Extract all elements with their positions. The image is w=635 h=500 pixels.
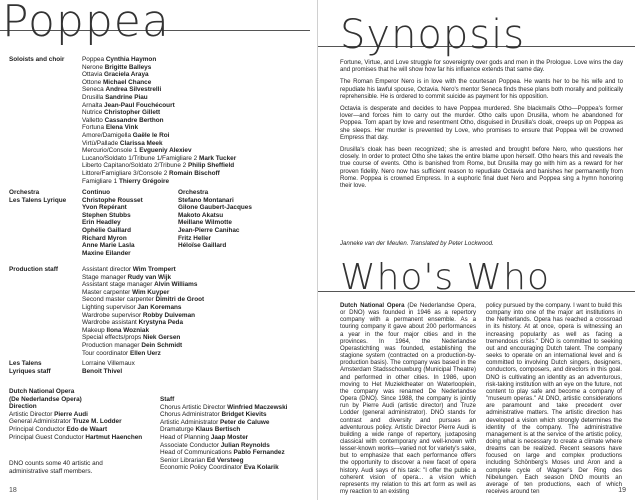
production-row-name: Wim Trompert (132, 266, 176, 273)
soloist-row-role: Nutrice (82, 109, 105, 117)
dno-staff-row-role: Chorus Artistic Director (160, 403, 228, 411)
dno-direction-row-role: General Administrator (9, 418, 73, 426)
dno-column-1-heading: Dutch National Opera (340, 302, 405, 309)
dno-staff-row-name: Eva Kolarik (243, 464, 279, 472)
orchestra-member: Héloïse Gaillard (178, 242, 227, 250)
dno-direction-row (9, 426, 142, 434)
continuo-member: Yvon Repérant (82, 204, 127, 212)
dno-column-1 (340, 302, 476, 495)
dno-column-2: policy pursued by the company. I want to build this company into one of the major art institutions in the Netherlands. Opera has reached a crossroad in its history. At at once, opera is witnessing an increasing popularity as well as facing a tremendous crisis." DNO is committed to seeking out and encouraging Dutch talent. The company seeks to operate on an international level and is committed to involving Dutch singers, designers, conductors, composers, and directors in this goal. DNO is cultivating an identity as an adventurous, risk-taking institution with an eye on the future, not content to play safe and become a company of "museum operas." At DNO, artistic considerations are paramount and take precedent over administrative matters. The artistic direction has developed a vision which strongly determines the identity of the company. The administrative management is at the service of the artistic policy, doing what is necessary to create a climate where dreams can be realized. Recent seasons have focused on large and complex productions including Schönberg's Moses und Aron and a complete cycle of Wagner's Der Ring des Nibelungen. Each season DNO mounts an average of ten productions, each of which receives around ten (486, 302, 622, 496)
soloist-row-role: Liberto Capitano/Soldato 2/Tribune 2 (82, 162, 188, 170)
soloist-row-role: Valletto (82, 116, 105, 124)
orchestra-member: Gilone Gaubert-Jacques (178, 204, 252, 212)
left-page (0, 0, 317, 500)
soloist-row-name: Cassandre Berthon (104, 116, 164, 124)
dno-direction-row (9, 434, 142, 442)
soloist-row-name: Philip Sheffield (188, 162, 235, 170)
orchestra-member: Makoto Akatsu (178, 211, 224, 219)
soloist-row (82, 170, 236, 178)
continuo-member: Richard Myron (82, 234, 127, 242)
dno-heading-1: Dutch National Opera (9, 388, 75, 395)
soloist-row-name: Cynthia Haymon (105, 56, 157, 63)
dno-staff-row (160, 404, 287, 412)
soloist-row (82, 140, 236, 148)
dno-direction-label: Direction (9, 403, 37, 411)
production-row (82, 327, 204, 335)
soloist-row-name: Clarissa Meek (119, 139, 163, 147)
production-row-name: Niek Gersen (142, 334, 181, 342)
dno-staff-row-name: Pablo Fernandez (233, 449, 285, 457)
soloist-row (82, 162, 236, 170)
continuo-member: Christophe Rousset (82, 196, 143, 204)
soloist-row-role: Littore/Famigliare 3/Console 2 (82, 169, 170, 177)
soloist-row (82, 56, 236, 64)
soloist-row (82, 109, 236, 117)
dno-staff-row-role: Chorus Administrator (160, 411, 222, 419)
dno-column-1-text: (De Nederlandse Opera, or DNO) was founded in 1946 as a repertory company with a permanent ensemble. As a touring company it gave about 200 performances a year in the four major cities and in the provinces. In 1964, the Nederlandse Operastichting was founded, establishing the stagione system (contracted on a production-by-production basis). The company was based in the Amsterdam Stadsschouwburg (Municipal Theatre) and performed in other cities. In 1986, upon moving to Het Muziektheater on Waterlooplein, the company was renamed De Nederlandse Opera (DNO). Since 1988, the company is jointly run by Pierre Audi (artistic director) and Truze Lodder (general administrator). DNO stands for contrast and diversity and pursues an adventurous policy. Artistic Director Pierre Audi is building a wide range of repertory, juxtaposing classical with contemporary and well-known with lesser-known works—varied not for variety's sake, but to emphasize that each performance offers the opportunity to discover a new facet of opera history. Audi says of his task: "I offer the public a coherent vision of opera... a vision which represents my relation to this art form as well as my reaction to an existing (340, 302, 476, 496)
soloist-row-role: Seneca (82, 86, 106, 94)
production-row-role: Assistant stage manager (82, 281, 155, 289)
production-row (82, 334, 204, 342)
soloist-row-role: Arnalta (82, 101, 105, 109)
production-row-name: Robby Duiveman (142, 311, 196, 319)
soloist-row (82, 117, 236, 125)
production-row-name: Rudy van Wijk (127, 273, 172, 281)
page-title: Poppea (2, 0, 170, 47)
orchestra-col-label: Orchestra (178, 189, 209, 196)
production-row (82, 274, 204, 282)
lyriques-name: Benoit Thivel (82, 368, 123, 375)
orchestra-member: Fritz Heller (178, 234, 212, 242)
production-row (82, 289, 204, 297)
dno-staff-row-role: Head of Communications (160, 449, 234, 457)
soloist-row-name: Mark Tucker (199, 154, 237, 162)
dno-staff-row-role: Associate Conductor (160, 441, 221, 449)
production-row-name: Wim Kuyper (132, 288, 170, 296)
soloist-row (82, 79, 236, 87)
production-row-role: Lighting supervisor (82, 303, 138, 311)
production-row-role: Stage manager (82, 273, 128, 281)
dno-staff-row (160, 464, 287, 472)
dno-staff-row-name: Ed Versteeg (206, 456, 244, 464)
talens-label: Les Talens (9, 360, 42, 367)
production-row-role: Assistant director (82, 266, 133, 273)
soloist-row (82, 94, 236, 102)
soloist-row-name: Jean-Paul Fouchécourt (104, 101, 175, 109)
dno-staff-row (160, 419, 287, 427)
dno-staff-row-role: Artistic Administrator (160, 418, 221, 426)
soloist-row-role: Lucano/Soldato 1/Tribune 1/Famigliare 2 (82, 154, 199, 162)
soloist-row (82, 124, 236, 132)
soloist-row-role: Fortuna (82, 124, 106, 132)
soloist-row (82, 178, 236, 186)
soloist-row-name: Christopher Gillett (104, 109, 161, 117)
soloist-row-role: Amore/Damigella (82, 131, 133, 139)
production-list (82, 266, 204, 357)
synopsis-paragraph: Drusilla's cloak has been recognized; she is arrested and brought before Nero, who questions her closely. In order to protect Otho she takes the entire blame upon herself. Otho hears this and reveals the true course of events. Otho is banished from Rome, but Drusilla may go with him as a reward for her proven fidelity. Nero now has sufficient reason to repudiate Octavia and banishes her permanently from Rome. Poppea is crowned Empress. In a euphoric final duet Nero and Poppea sing a hymn honoring their love. (340, 146, 623, 190)
dno-direction-row-role: Principal Guest Conductor (9, 433, 86, 441)
dno-staff-row (160, 449, 287, 457)
production-row-name: Ellen Uerz (129, 349, 161, 357)
orchestra-member: Meillane Wilmotte (178, 219, 232, 227)
page-number-right: 19 (618, 487, 626, 494)
soloist-row-name: Gaële le Roi (132, 131, 170, 139)
soloists-label: Soloists and choir (9, 56, 65, 63)
dno-staff-row (160, 442, 287, 450)
synopsis-body (340, 59, 623, 194)
continuo-member: Stephen Stubbs (82, 211, 131, 219)
production-row-role: Tour coordinator (82, 349, 130, 357)
continuo-member: Erin Headley (82, 219, 121, 227)
soloist-row-name: Michael Chance (102, 78, 152, 86)
synopsis-title: Synopsis (340, 12, 526, 58)
production-label: Production staff (9, 266, 58, 273)
dno-staff-column (160, 396, 287, 472)
orchestra-member: Jean-Pierre Canihac (178, 226, 240, 234)
soloist-row-name: Graciela Araya (104, 71, 149, 79)
soloist-row (82, 64, 236, 72)
dno-direction-row-name: Edo de Waart (66, 425, 108, 433)
dno-staff-label: Staff (160, 396, 175, 403)
continuo-column (82, 189, 143, 257)
soloist-row (82, 71, 236, 79)
dno-direction-row-name: Pierre Audi (54, 410, 88, 418)
soloist-row-role: Drusilla (82, 93, 106, 101)
dno-staff-row-role: Economic Policy Coordinator (160, 464, 244, 472)
dno-staff-row-role: Head of Planning (160, 433, 211, 441)
dno-staff-row-name: Klaus Bertisch (195, 426, 241, 434)
production-row-role: Wardrobe supervisor (82, 311, 143, 319)
orchestra-label: Orchestra (9, 189, 40, 196)
production-row-name: Alvin Williams (154, 281, 198, 289)
soloist-row-role: Virtù/Pallade (82, 139, 120, 147)
production-row (82, 319, 204, 327)
orchestra-column (178, 189, 252, 250)
production-row-role: Production manager (82, 341, 142, 349)
dno-direction-row-role: Artistic Director (9, 410, 55, 418)
lyriques-label: Lyriques staff (9, 368, 51, 375)
soloist-row-name: Andrea Silvestrelli (105, 86, 162, 94)
soloist-row (82, 155, 236, 163)
synopsis-paragraph: The Roman Emperor Nero is in love with the courtesan Poppea. He wants her to be his wife and to repudiate his lawful spouse, Octavia. Nero's mentor Seneca finds these plans both morally and politically reprehensible. He is ordered to commit suicide as payment for his opposition. (340, 78, 623, 100)
production-row-role: Special effects/props (82, 334, 143, 342)
dno-staff-row-name: Jaap Moster (210, 433, 249, 441)
right-page (318, 0, 635, 500)
dno-staff-row (160, 411, 287, 419)
production-row (82, 312, 204, 320)
production-row-name: Dimitri de Groot (155, 296, 205, 304)
soloist-row (82, 102, 236, 110)
soloist-row-role: Famigliare 1 (82, 177, 119, 185)
orchestra-member: Stefano Montanari (178, 196, 234, 204)
production-row-name: Krystyna Peda (138, 319, 183, 327)
production-row (82, 342, 204, 350)
soloist-row-name: Brigitte Balleys (104, 63, 152, 71)
soloist-row-name: Romain Bischoff (169, 169, 220, 177)
dno-staff-row (160, 426, 287, 434)
soloist-row-name: Sandrine Piau (105, 93, 148, 101)
synopsis-paragraph: Fortune, Virtue, and Love struggle for sovereignty over gods and men in the Prologue. Love wins the day and promises that he will show how far his influence extends that same day. (340, 59, 623, 74)
dno-direction-column (9, 388, 142, 441)
dno-staff-row (160, 434, 287, 442)
whos-who-title: Who's Who (340, 257, 550, 298)
dno-count-note: DNO counts some 40 artistic and administrative staff members. (9, 460, 103, 475)
dno-heading-2: (De Nederlandse Opera) (9, 395, 82, 403)
production-row-role: Wardrobe assistant (82, 319, 139, 327)
dno-direction-row-name: Truze M. Lodder (72, 418, 122, 426)
soloist-row-role: Poppea (82, 56, 106, 63)
dno-direction-row (9, 418, 142, 426)
production-row (82, 350, 204, 358)
dno-staff-row-name: Winfried Maczewski (227, 403, 288, 411)
continuo-member: Anne Marie Lasla (82, 242, 135, 250)
soloist-row-name: Evgueniy Alexiev (139, 147, 192, 155)
production-row (82, 266, 204, 274)
dno-staff-row (160, 457, 287, 465)
dno-direction-row-name: Hartmut Haenchen (85, 433, 143, 441)
dno-staff-row-role: Senior Librarian (160, 456, 207, 464)
soloist-row-role: Ottavia (82, 71, 105, 79)
soloist-row (82, 132, 236, 140)
continuo-member: Ophélie Gaillard (82, 226, 132, 234)
production-row-role: Master carpenter (82, 288, 133, 296)
soloist-row (82, 86, 236, 94)
talens-name: Lorraine Villemaux (82, 360, 135, 367)
continuo-label: Continuo (82, 189, 111, 196)
production-row-name: Jan Koremans (137, 303, 182, 311)
orchestra-sub-label: Les Talens Lyrique (9, 197, 67, 204)
soloist-row-role: Nerone (82, 63, 105, 71)
synopsis-credit: Janneke van der Meulen. Translated by Peter Lockwood. (340, 240, 494, 247)
dno-direction-row-role: Principal Conductor (9, 425, 67, 433)
soloists-list (82, 56, 236, 185)
page-number-left: 18 (9, 487, 17, 494)
dno-staff-row-name: Julian Reynolds (220, 441, 270, 449)
dno-staff-row-name: Peter de Caluwe (220, 418, 270, 426)
production-row (82, 304, 204, 312)
continuo-member: Maxine Eilander (82, 249, 131, 257)
soloist-row (82, 147, 236, 155)
soloist-row-name: Thierry Grégoire (118, 177, 170, 185)
production-row (82, 281, 204, 289)
production-row-name: Dein Schmidt (141, 341, 183, 349)
production-row-role: Makeup (82, 326, 107, 334)
soloist-row-role: Mercurio/Console 1 (82, 147, 140, 155)
dno-staff-row-role: Dramaturge (160, 426, 196, 434)
production-row-role: Second master carpenter (82, 296, 156, 304)
soloist-row-role: Ottone (82, 78, 103, 86)
dno-direction-row (9, 411, 142, 419)
production-row-name: Ilona Wozniak (106, 326, 150, 334)
dno-staff-row-name: Bridget Kievits (221, 411, 267, 419)
production-row (82, 296, 204, 304)
synopsis-paragraph: Octavia is desperate and decides to have Poppea murdered. She blackmails Otho—Poppea's former lover—and forces him to carry out the murder. Otho calls upon Drusilla, whom he abandoned for Poppea. Torn apart by love and resentment Otho, disguised in Drusilla's cloak, creeps up on Poppea as she sleeps. Her murder is prevented by Love, who promises to ensure that Poppea will be crowned Empress that day. (340, 105, 623, 141)
soloist-row-name: Elena Vink (105, 124, 139, 132)
